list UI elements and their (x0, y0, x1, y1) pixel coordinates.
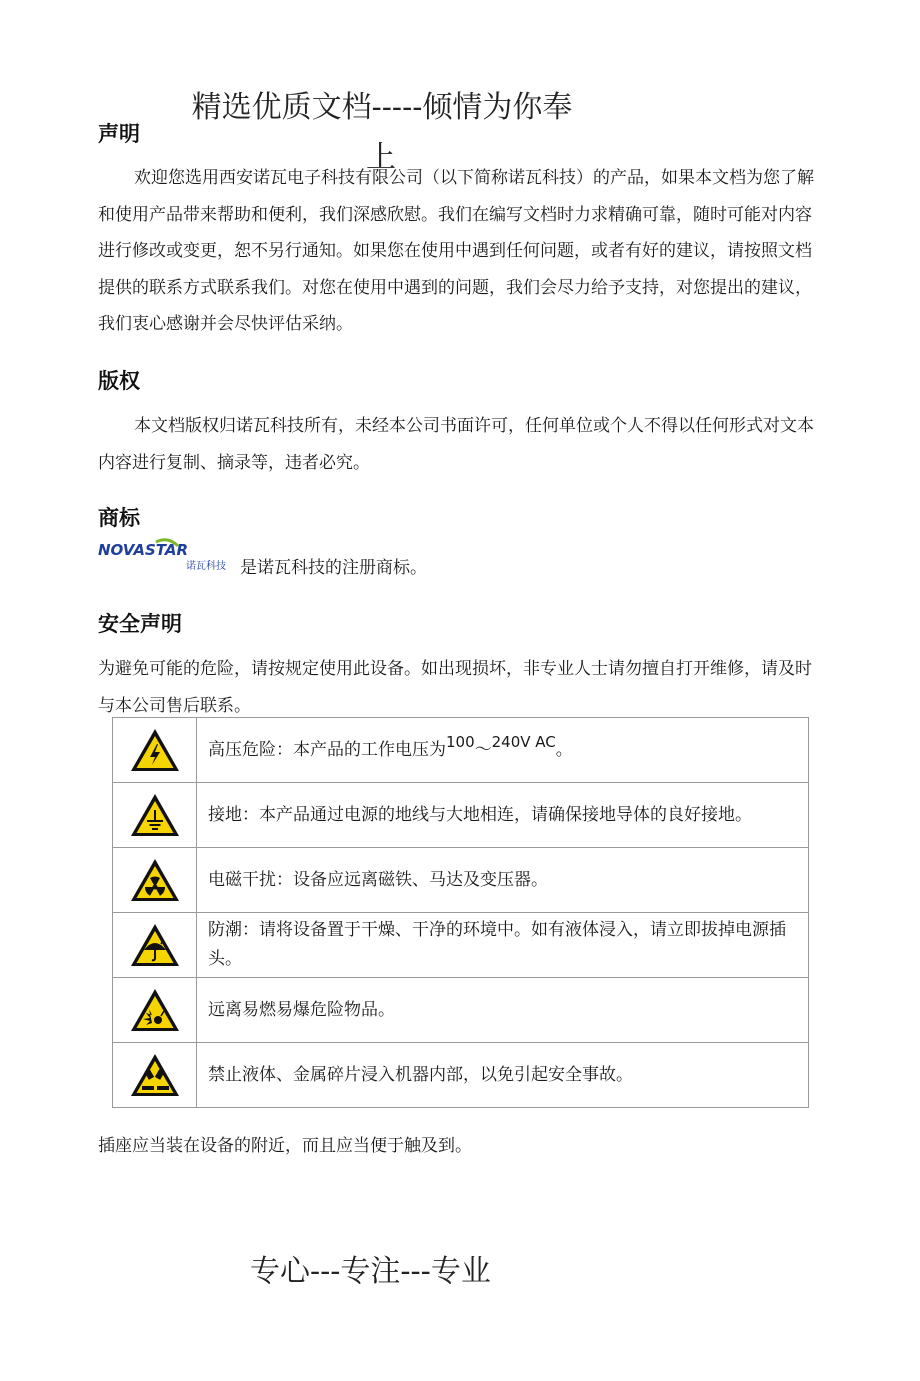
safety-row (113, 913, 809, 978)
safety-item-text: 电磁干扰：设备应远离磁铁、马达及变压器。 (197, 848, 809, 913)
logo-sub-text: 诺瓦科技 (186, 561, 226, 572)
statement-heading: 声明 (98, 122, 140, 146)
moisture-icon (113, 913, 197, 978)
safety-row (113, 978, 809, 1043)
page-footer: 专心---专注---专业 (250, 1254, 491, 1289)
safety-item-text: 禁止液体、金属碎片浸入机器内部，以免引起安全事故。 (197, 1043, 809, 1108)
safety-heading: 安全声明 (98, 612, 182, 636)
ground-icon (113, 783, 197, 848)
safety-row (113, 848, 809, 913)
safety-item-text: 远离易燃易爆危险物品。 (197, 978, 809, 1043)
novastar-logo (98, 538, 234, 574)
explosive-icon (113, 978, 197, 1043)
safety-row (113, 718, 809, 783)
statement-text: 欢迎您选用西安诺瓦电子科技有限公司（以下简称诺瓦科技）的产品，如果本文档为您了解和使用产品带来帮助和便利，我们深感欣慰。我们在编写文档时力求精确可靠，随时可能对内容进行修改或变更，恕不另行通知。如果您在使用中遇到任何问题，或者有好的建议，请按照文档提供的联系方式联系我们。对您在使用中遇到的问题，我们会尽力给予支持，对您提出的建议，我们衷心感谢并会尽快评估采纳。 (98, 168, 814, 334)
safety-intro: 为避免可能的危险，请按规定使用此设备。如出现损坏，非专业人士请勿擅自打开维修，请及时与本公司售后联系。 (98, 659, 812, 716)
copyright-text: 本文档版权归诺瓦科技所有，未经本公司书面许可，任何单位或个人不得以任何形式对文本内容进行复制、摘录等，违者必究。 (98, 416, 814, 473)
copyright-heading: 版权 (98, 369, 140, 393)
banner-line1: 精选优质文档-----倾情为你奉 (191, 90, 573, 125)
logo-text: NOVASTAR (98, 541, 188, 559)
safety-item-text: 接地：本产品通过电源的地线与大地相连，请确保接地导体的良好接地。 (197, 783, 809, 848)
radiation-icon (113, 848, 197, 913)
banner-line2: 上 (366, 140, 396, 175)
safety-row (113, 783, 809, 848)
safety-outro: 插座应当装在设备的附近，而且应当便于触及到。 (98, 1136, 472, 1156)
safety-table (112, 717, 809, 1108)
trademark-heading: 商标 (98, 506, 140, 530)
corrosive-icon (113, 1043, 197, 1108)
trademark-text: 是诺瓦科技的注册商标。 (240, 558, 427, 578)
safety-row (113, 1043, 809, 1108)
safety-item-text: 防潮：请将设备置于干燥、干净的环境中。如有液体浸入，请立即拔掉电源插头。 (197, 913, 809, 978)
safety-item-text: 高压危险：本产品的工作电压为100～240V AC。 (197, 718, 809, 783)
high-voltage-icon (113, 718, 197, 783)
